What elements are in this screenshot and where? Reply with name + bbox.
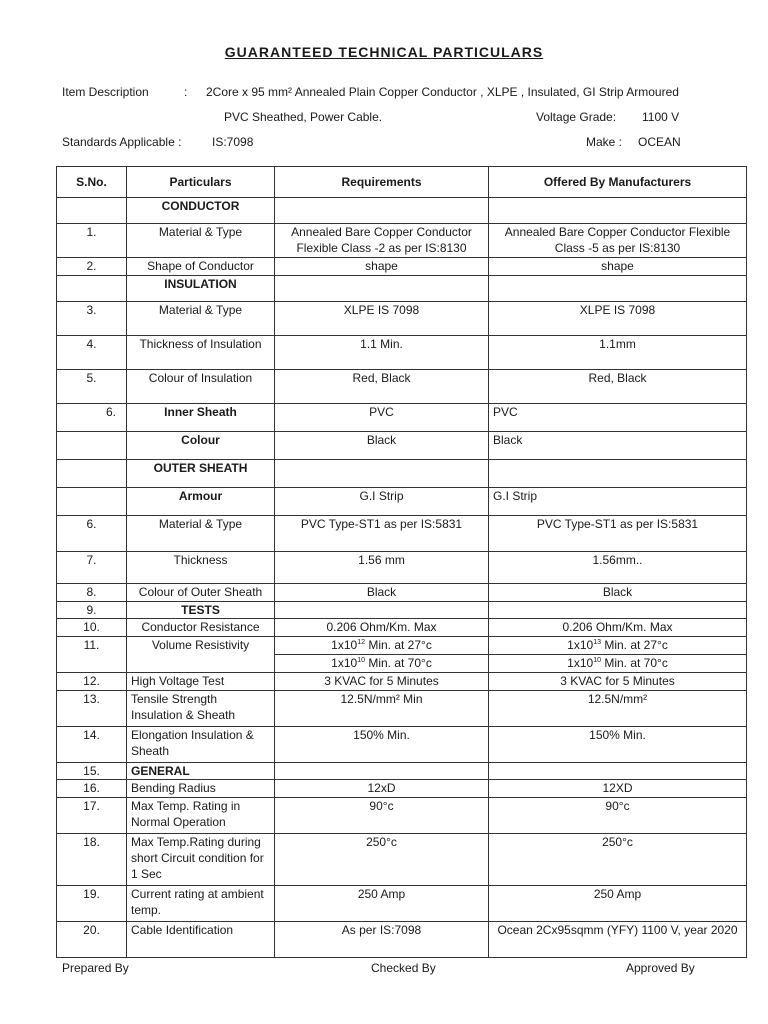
sno-cell: 5. <box>57 370 127 404</box>
table-row <box>57 370 747 404</box>
offered-cell: 90°c <box>489 798 747 834</box>
sno-cell: 18. <box>57 834 127 886</box>
make-label: Make : <box>586 135 623 149</box>
offered-cell: Ocean 2Cx95sqmm (YFY) 1100 V, year 2020 <box>489 922 747 958</box>
requirement-cell: $1x10^{10}$ Min. at 70°c <box>275 655 489 673</box>
make-value: OCEAN <box>638 135 681 149</box>
requirement-cell: 250 Amp <box>275 886 489 922</box>
table-row <box>57 619 747 637</box>
offered-cell <box>489 602 747 619</box>
requirement-cell: Black <box>275 432 489 460</box>
offered-cell: Annealed Bare Copper Conductor Flexible Class -5 as per IS:8130 <box>489 224 747 258</box>
requirement-cell: Red, Black <box>275 370 489 404</box>
sno-cell: 11. <box>57 637 127 673</box>
table-row <box>57 886 747 922</box>
prepared-by-label: Prepared By <box>62 961 129 975</box>
standards-applicable-label: Standards Applicable : <box>62 135 182 149</box>
table-row <box>57 637 747 655</box>
offered-cell: Black <box>489 432 747 460</box>
particular-cell: Bending Radius <box>127 780 275 798</box>
offered-cell: 0.206 Ohm/Km. Max <box>489 619 747 637</box>
header-particulars: Particulars <box>127 167 275 198</box>
offered-cell: 1.1mm <box>489 336 747 370</box>
table-row <box>57 763 747 780</box>
offered-cell: shape <box>489 258 747 276</box>
voltage-grade-value: 1100 V <box>642 110 680 124</box>
particular-cell: Inner Sheath <box>127 404 275 432</box>
offered-cell: 12.5N/mm² <box>489 691 747 727</box>
requirement-cell: Annealed Bare Copper Conductor Flexible Class -2 as per IS:8130 <box>275 224 489 258</box>
sno-cell: 9. <box>57 602 127 619</box>
offered-cell: PVC Type-ST1 as per IS:5831 <box>489 516 747 552</box>
requirement-cell: $1x10^{12}$ Min. at 27°c <box>275 637 489 655</box>
requirement-cell: PVC <box>275 404 489 432</box>
requirement-cell: 150% Min. <box>275 727 489 763</box>
requirement-cell: 1.1 Min. <box>275 336 489 370</box>
requirement-cell: 250°c <box>275 834 489 886</box>
particular-cell: Thickness of Insulation <box>127 336 275 370</box>
particular-cell: Material & Type <box>127 224 275 258</box>
table-row <box>57 432 747 460</box>
table-row <box>57 922 747 958</box>
approved-by-label: Approved By <box>626 961 695 975</box>
table-row <box>57 302 747 336</box>
requirement-cell: 1.56 mm <box>275 552 489 584</box>
table-row <box>57 727 747 763</box>
sno-cell: 20. <box>57 922 127 958</box>
offered-cell: PVC <box>489 404 747 432</box>
table-row <box>57 691 747 727</box>
particular-cell: GENERAL <box>127 763 275 780</box>
sno-cell: 7. <box>57 552 127 584</box>
offered-cell: $1x10^{10}$ Min. at 70°c <box>489 655 747 673</box>
offered-cell <box>489 763 747 780</box>
item-description-line-2: PVC Sheathed, Power Cable. <box>224 110 383 124</box>
sno-cell: 1. <box>57 224 127 258</box>
requirement-cell <box>275 460 489 488</box>
voltage-grade-label: Voltage Grade: <box>536 110 617 124</box>
requirement-cell: 90°c <box>275 798 489 834</box>
requirement-cell: As per IS:7098 <box>275 922 489 958</box>
particular-cell: TESTS <box>127 602 275 619</box>
table-row <box>57 404 747 432</box>
particular-cell: Current rating at ambient temp. <box>127 886 275 922</box>
offered-cell <box>489 198 747 224</box>
table-row <box>57 488 747 516</box>
sno-cell: 8. <box>57 584 127 602</box>
particular-cell: Colour of Outer Sheath <box>127 584 275 602</box>
requirement-cell: G.I Strip <box>275 488 489 516</box>
sno-cell: 4. <box>57 336 127 370</box>
requirement-cell: 3 KVAC for 5 Minutes <box>275 673 489 691</box>
offered-cell: G.I Strip <box>489 488 747 516</box>
particular-cell: Max Temp.Rating during short Circuit condition for 1 Sec <box>127 834 275 886</box>
sno-cell: 16. <box>57 780 127 798</box>
particular-cell: Volume Resistivity <box>127 637 275 673</box>
particular-cell: Material & Type <box>127 516 275 552</box>
offered-cell: $1x10^{13}$ Min. at 27°c <box>489 637 747 655</box>
offered-cell: 150% Min. <box>489 727 747 763</box>
requirement-cell: 12xD <box>275 780 489 798</box>
header-sno: S.No. <box>57 167 127 198</box>
sno-cell: 19. <box>57 886 127 922</box>
requirement-cell <box>275 276 489 302</box>
offered-cell: Black <box>489 584 747 602</box>
particular-cell: Thickness <box>127 552 275 584</box>
standards-applicable-value: IS:7098 <box>212 135 254 149</box>
item-description-colon: : <box>184 85 188 99</box>
table-row <box>57 224 747 258</box>
offered-cell: 12XD <box>489 780 747 798</box>
sno-cell: 15. <box>57 763 127 780</box>
item-description-label: Item Description <box>62 85 149 99</box>
sno-cell: 2. <box>57 258 127 276</box>
requirement-cell: 0.206 Ohm/Km. Max <box>275 619 489 637</box>
table-row <box>57 258 747 276</box>
particular-cell: High Voltage Test <box>127 673 275 691</box>
requirement-cell <box>275 602 489 619</box>
requirement-cell: 12.5N/mm² Min <box>275 691 489 727</box>
checked-by-label: Checked By <box>371 961 436 975</box>
offered-cell: 250°c <box>489 834 747 886</box>
particular-cell: Material & Type <box>127 302 275 336</box>
table-row <box>57 336 747 370</box>
sno-cell <box>57 488 127 516</box>
sno-cell: 3. <box>57 302 127 336</box>
table-row <box>57 673 747 691</box>
offered-cell: Red, Black <box>489 370 747 404</box>
table-row <box>57 602 747 619</box>
table-row <box>57 584 747 602</box>
requirement-cell <box>275 198 489 224</box>
offered-cell <box>489 460 747 488</box>
item-description-line-1: 2Core x 95 mm² Annealed Plain Copper Conductor , XLPE , Insulated, GI Strip Armoured <box>206 85 679 99</box>
requirement-cell: Black <box>275 584 489 602</box>
table-header-row <box>57 167 747 198</box>
particular-cell: Cable Identification <box>127 922 275 958</box>
offered-cell: 1.56mm.. <box>489 552 747 584</box>
particular-cell: CONDUCTOR <box>127 198 275 224</box>
offered-cell: XLPE IS 7098 <box>489 302 747 336</box>
offered-cell <box>489 276 747 302</box>
sno-cell: 10. <box>57 619 127 637</box>
particular-cell: OUTER SHEATH <box>127 460 275 488</box>
table-row <box>57 460 747 488</box>
particular-cell: Colour of Insulation <box>127 370 275 404</box>
sno-cell <box>57 460 127 488</box>
particular-cell: Colour <box>127 432 275 460</box>
table-row <box>57 516 747 552</box>
sno-cell: 14. <box>57 727 127 763</box>
technical-particulars-table <box>56 166 746 958</box>
sno-cell: 6. <box>57 404 127 432</box>
table-row <box>57 276 747 302</box>
particular-cell: Shape of Conductor <box>127 258 275 276</box>
sno-cell: 13. <box>57 691 127 727</box>
table-row <box>57 798 747 834</box>
document-title: GUARANTEED TECHNICAL PARTICULARS <box>224 44 544 60</box>
particular-cell: Elongation Insulation & Sheath <box>127 727 275 763</box>
sno-cell <box>57 432 127 460</box>
table-row <box>57 198 747 224</box>
particular-cell: Conductor Resistance <box>127 619 275 637</box>
requirement-cell: PVC Type-ST1 as per IS:5831 <box>275 516 489 552</box>
offered-cell: 250 Amp <box>489 886 747 922</box>
particular-cell: Tensile Strength Insulation & Sheath <box>127 691 275 727</box>
table-row <box>57 780 747 798</box>
particular-cell: Armour <box>127 488 275 516</box>
offered-cell: 3 KVAC for 5 Minutes <box>489 673 747 691</box>
header-offered: Offered By Manufacturers <box>489 167 747 198</box>
sno-cell <box>57 198 127 224</box>
requirement-cell <box>275 763 489 780</box>
table-row <box>57 834 747 886</box>
requirement-cell: XLPE IS 7098 <box>275 302 489 336</box>
particular-cell: Max Temp. Rating in Normal Operation <box>127 798 275 834</box>
particular-cell: INSULATION <box>127 276 275 302</box>
header-requirements: Requirements <box>275 167 489 198</box>
sno-cell <box>57 276 127 302</box>
sno-cell: 6. <box>57 516 127 552</box>
sno-cell: 17. <box>57 798 127 834</box>
table-row <box>57 552 747 584</box>
requirement-cell: shape <box>275 258 489 276</box>
sno-cell: 12. <box>57 673 127 691</box>
